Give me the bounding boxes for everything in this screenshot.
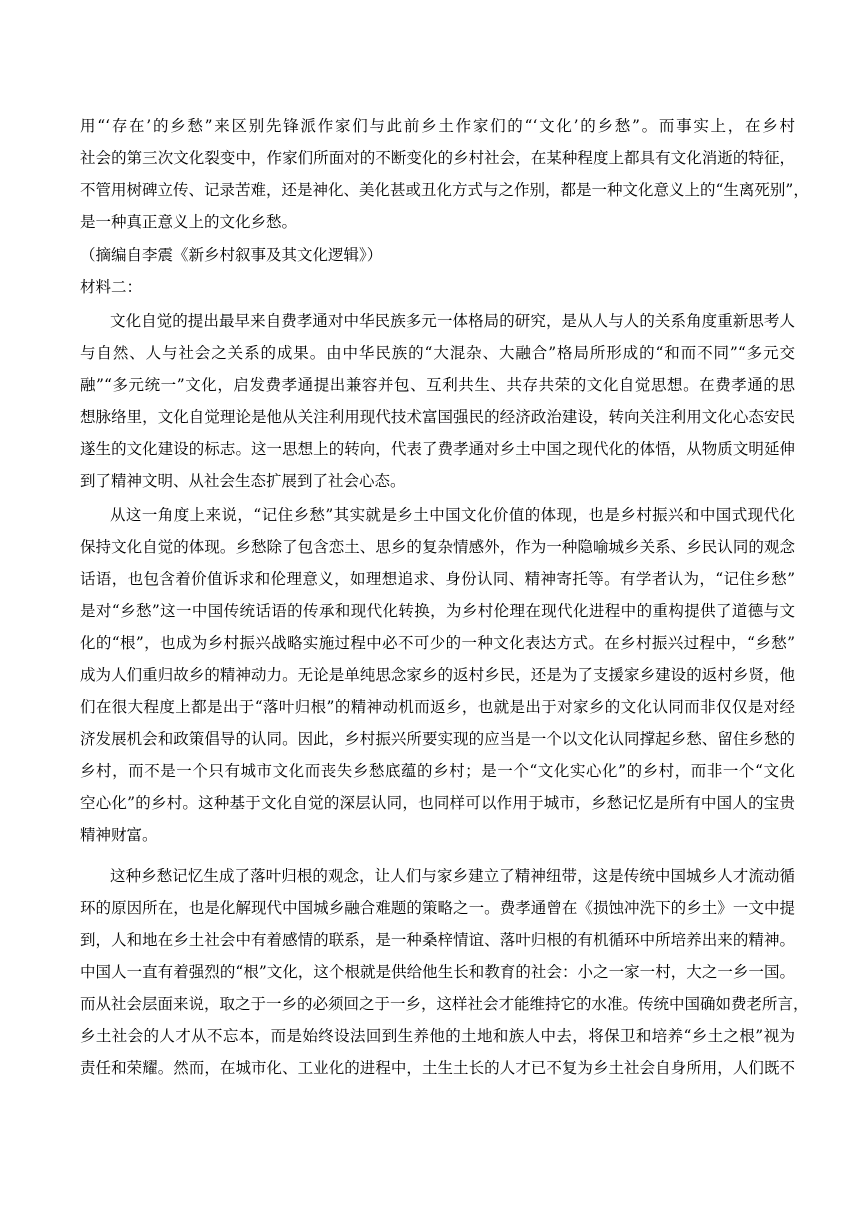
text-line: 责任和荣耀。然而，在城市化、工业化的进程中，土生土长的人才已不复为乡土社会自身所用，人们既不: [80, 1059, 795, 1077]
text-line: 而从社会层面来说，取之于一乡的必须回之于一乡，这样社会才能维持它的水准。传统中国确如费老所言，: [80, 995, 809, 1013]
text-line: 是一种真正意义上的文化乡愁。: [80, 213, 298, 231]
text-line: 乡土社会的人才从不忘本，而是始终设法回到生养他的土地和族人中去，将保卫和培养“乡土之根”视为: [80, 1027, 795, 1045]
text-line: 到，人和地在乡土社会中有着感情的联系，是一种桑梓情谊、落叶归根的有机循环中所培养出来的精神。: [80, 931, 795, 949]
text-line: 济发展机会和政策倡导的认同。因此，乡村振兴所要实现的应当是一个以文化认同撑起乡愁、留住乡愁的: [80, 730, 795, 748]
text-line: 环的原因所在，也是化解现代中国城乡融合难题的策略之一。费孝通曾在《损蚀冲洗下的乡土》一文中提: [80, 899, 795, 917]
section-heading: 材料二：: [80, 278, 143, 296]
text-line: 社会的第三次文化裂变中，作家们所面对的不断变化的乡村社会，在某种程度上都具有文化消逝的特征，: [80, 149, 795, 167]
text-line: 精神财富。: [80, 826, 158, 844]
text-line: 是对“乡愁”这一中国传统话语的传承和现代化转换，为乡村伦理在现代化进程中的重构提供了道德与文: [80, 602, 795, 620]
text-line: 文化自觉的提出最早来自费孝通对中华民族多元一体格局的研究，是从人与人的关系角度重新思考人: [110, 312, 795, 330]
text-line: 保持文化自觉的体现。乡愁除了包含恋土、思乡的复杂情感外，作为一种隐喻城乡关系、乡民认同的观念: [80, 538, 795, 556]
text-line: 成为人们重归故乡的精神动力。无论是单纯思念家乡的返村乡民，还是为了支援家乡建设的返村乡贤，他: [80, 666, 795, 684]
text-line: 不管用树碑立传、记录苦难，还是神化、美化甚或丑化方式与之作别，都是一种文化意义上的“生离死别”，: [80, 181, 809, 199]
text-line: 空心化”的乡村。这种基于文化自觉的深层认同，也同样可以作用于城市，乡愁记忆是所有中国人的宝贵: [80, 794, 795, 812]
text-line: 化的“根”，也成为乡村振兴战略实施过程中必不可少的一种文化表达方式。在乡村振兴过程中，“乡愁”: [80, 634, 795, 652]
text-line: 想脉络里，文化自觉理论是他从关注利用现代技术富国强民的经济政治建设，转向关注利用文化心态安民: [80, 408, 795, 426]
text-line: 乡村，而不是一个只有城市文化而丧失乡愁底蕴的乡村；是一个“文化实心化”的乡村，而非一个“文化: [80, 762, 795, 780]
text-line: 到了精神文明、从社会生态扩展到了社会心态。: [80, 472, 406, 490]
text-line: 用“‘存在’的乡愁”来区别先锋派作家们与此前乡土作家们的“‘文化’的乡愁”。而事实上，在乡村: [80, 117, 795, 135]
source-citation: （摘编自李震《新乡村叙事及其文化逻辑》）: [80, 246, 383, 264]
text-line: 融”“多元统一”文化，启发费孝通提出兼容并包、互利共生、共存共荣的文化自觉思想。在费孝通的思: [80, 376, 795, 394]
text-line: 这种乡愁记忆生成了落叶归根的观念，让人们与家乡建立了精神纽带，这是传统中国城乡人才流动循: [110, 867, 795, 885]
text-line: 中国人一直有着强烈的“根”文化，这个根就是供给他生长和教育的社会：小之一家一村，大之一乡一国。: [80, 963, 795, 981]
text-line: 们在很大程度上都是出于“落叶归根”的精神动机而返乡，也就是出于对家乡的文化认同而非仅仅是对经: [80, 698, 795, 716]
text-line: 从这一角度上来说，“记住乡愁”其实就是乡土中国文化价值的体现，也是乡村振兴和中国式现代化: [110, 506, 795, 524]
text-line: 话语，也包含着价值诉求和伦理意义，如理想追求、身份认同、精神寄托等。有学者认为，“记住乡愁”: [80, 570, 795, 588]
text-line: 遂生的文化建设的标志。这一思想上的转向，代表了费孝通对乡土中国之现代化的体悟，从物质文明延伸: [80, 440, 795, 458]
text-line: 与自然、人与社会之关系的成果。由中华民族的“大混杂、大融合”格局所形成的“和而不同”“多元交: [80, 344, 795, 362]
